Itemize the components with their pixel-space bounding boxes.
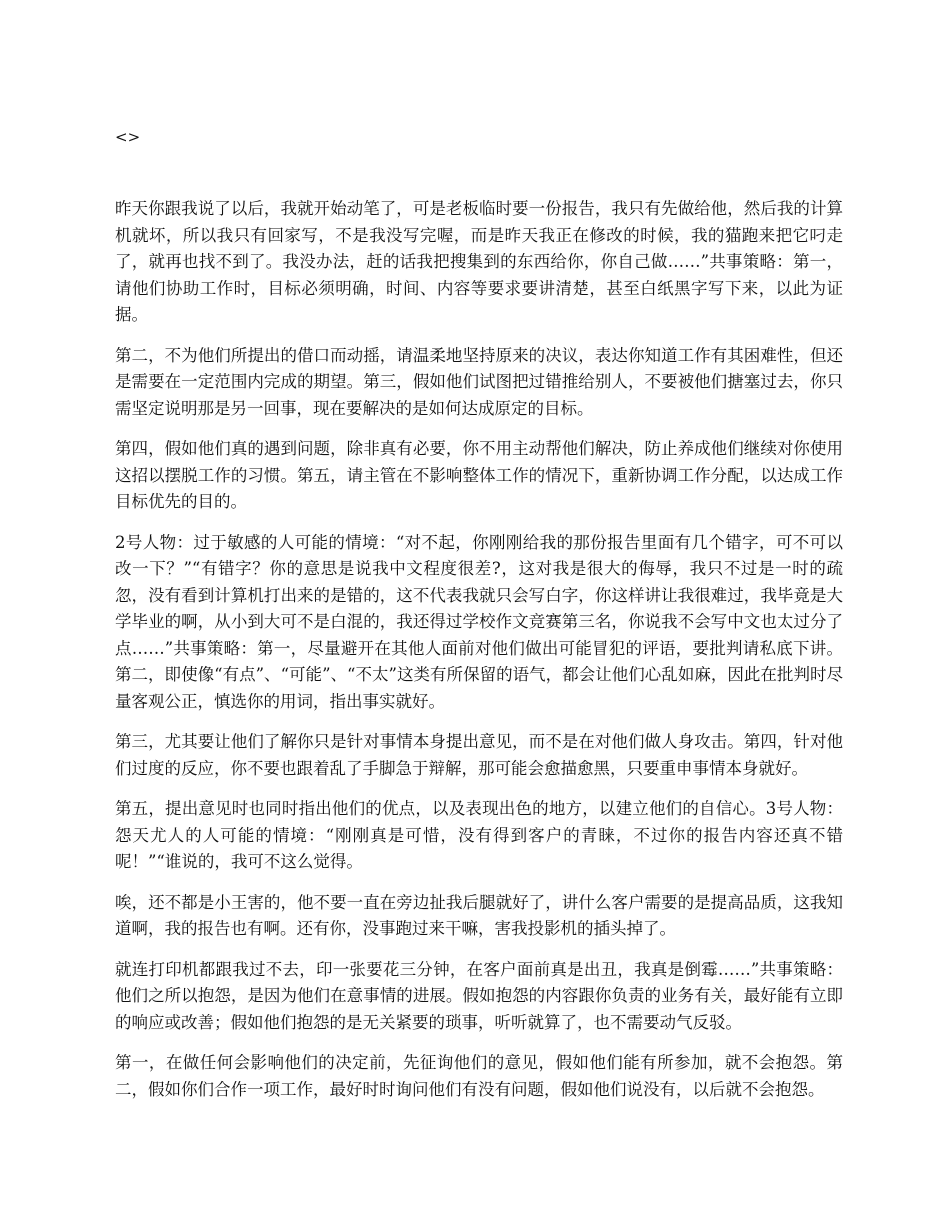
paragraph-5: 第三，尤其要让他们了解你只是针对事情本身提出意见，而不是在对他们做人身攻击。第四，针对他们过度的反应，你不要也跟着乱了手脚急于辩解，那可能会愈描愈黑，只要重申事情本身就好。 (115, 732, 843, 778)
paragraph-3: 第四，假如他们真的遇到问题，除非真有必要，你不用主动帮他们解决，防止养成他们继续对你使用这招以摆脱工作的习惯。第五，请主管在不影响整体工作的情况下，重新协调工作分配，以达成工作目标优先的目的。 (115, 439, 843, 511)
paragraph-9: 第一，在做任何会影响他们的决定前，先征询他们的意见，假如他们能有所参加，就不会抱怨。第二，假如你们合作一项工作，最好时时询问他们有没有问题，假如他们说没有，以后就不会抱怨。 (115, 1053, 843, 1099)
paragraph-7: 唉，还不都是小王害的，他不要一直在旁边扯我后腿就好了，讲什么客户需要的是提高品质，这我知道啊，我的报告也有啊。还有你，没事跑过来干嘛，害我投影机的插头掉了。 (115, 892, 843, 938)
paragraph-1: 昨天你跟我说了以后，我就开始动笔了，可是老板临时要一份报告，我只有先做给他，然后我的计算机就坏，所以我只有回家写，不是我没写完喔，而是昨天我正在修改的时候，我的猫跑来把它叼走了，就再也找不到了。我没办法，赶的话我把搜集到的东西给你，你自己做……”共事策略：第一，请他们协助工作时，目标必须明确，时间、内容等要求要讲清楚，甚至白纸黑字写下来，以此为证据。 (115, 199, 843, 324)
document-body (115, 196, 843, 1117)
page-marker: <> (115, 128, 141, 146)
document-page (115, 0, 843, 1230)
paragraph-6: 第五，提出意见时也同时指出他们的优点，以及表现出色的地方，以建立他们的自信心。3号人物：怨天尤人的人可能的情境：“刚刚真是可惜，没有得到客户的青睐，不过你的报告内容还真不错呢！”“谁说的，我可不这么觉得。 (115, 799, 843, 871)
paragraph-4: 2号人物：过于敏感的人可能的情境：“对不起，你刚刚给我的那份报告里面有几个错字，可不可以改一下？”“有错字？你的意思是说我中文程度很差?，这对我是很大的侮辱，我只不过是一时的疏忽，没有看到计算机打出来的是错的，这不代表我就只会写白字，你这样讲让我很难过，我毕竟是大学毕业的啊，从小到大可不是白混的，我还得过学校作文竞赛第三名，你说我不会写中文也太过分了点……”共事策略：第一，尽量避开在其他人面前对他们做出可能冒犯的评语，要批判请私底下讲。第二，即使像“有点”、“可能”、“不太”这类有所保留的语气，都会让他们心乱如麻，因此在批判时尽量客观公正，慎选你的用词，指出事实就好。 (115, 532, 843, 711)
paragraph-2: 第二，不为他们所提出的借口而动摇，请温柔地坚持原来的决议，表达你知道工作有其困难性，但还是需要在一定范围内完成的期望。第三，假如他们试图把过错推给别人，不要被他们搪塞过去，你只需坚定说明那是另一回事，现在要解决的是如何达成原定的目标。 (115, 345, 843, 418)
paragraph-8: 就连打印机都跟我过不去，印一张要花三分钟，在客户面前真是出丑，我真是倒霉……”共事策略：他们之所以抱怨，是因为他们在意事情的进展。假如抱怨的内容跟你负责的业务有关，最好能有立即的响应或改善；假如他们抱怨的是无关紧要的琐事，听听就算了，也不需要动气反驳。 (115, 959, 843, 1032)
